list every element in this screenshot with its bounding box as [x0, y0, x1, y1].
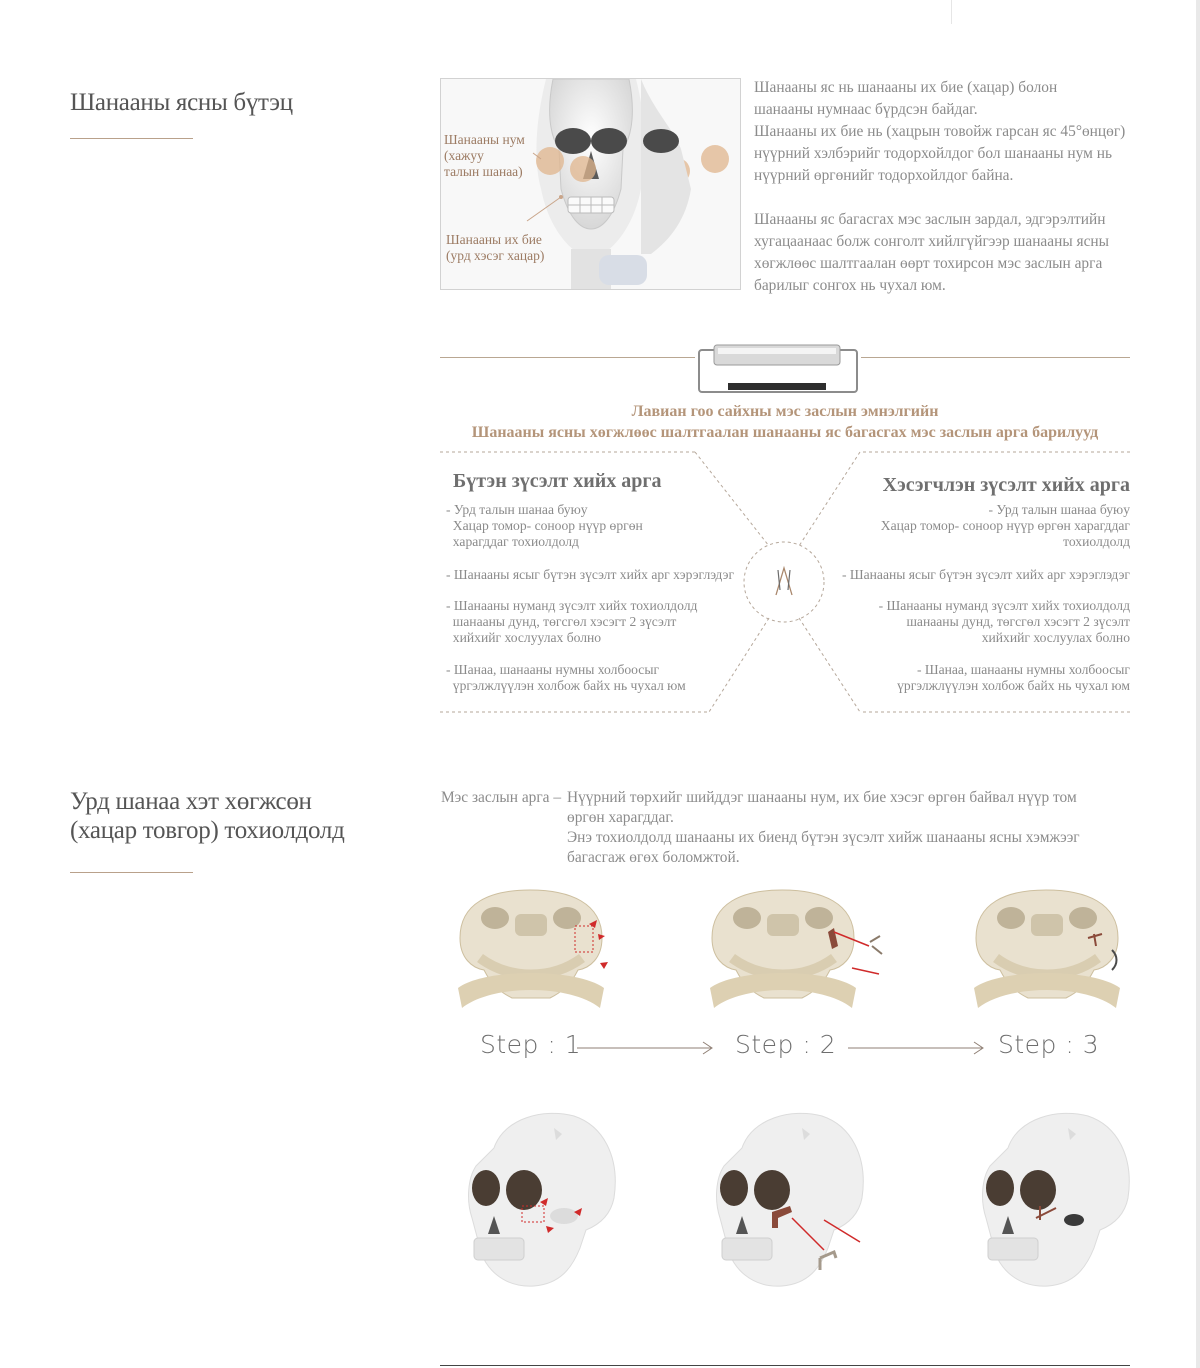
section-title-prominent-cheek: Урд шанаа хэт хөгжсөн (хацар товгор) тохиолдолд: [70, 788, 345, 844]
skull-side-step-2: [712, 1108, 868, 1292]
section-title-rule-2: [70, 872, 193, 873]
full-incision-heading: Бүтэн зүсэлт хийх арга: [453, 470, 662, 492]
banner-title-line2: Шанааны ясны хөгжлөөс шалтгаалан шанааны яс багасгах мэс заслын арга барилууд: [471, 424, 1099, 441]
full-incision-item-3: - Шанааны нуманд зүсэлт хийх тохиолдолд шанааны дунд, төгсгөл хэсэгт 2 зүсэлт хийхийг хослуулах болно: [446, 598, 698, 645]
full-incision-item-2: - Шанааны ясыг бүтэн зүсэлт хийх арг хэрэглэдэг: [446, 567, 735, 582]
surgery-method-label: Мэс заслын арга –: [441, 789, 562, 806]
arch-label: Шанааны нум (хажуу талын шанаа): [444, 132, 525, 179]
skull-side-step-1: [464, 1108, 620, 1292]
full-incision-item-1: - Урд талын шанаа буюу Хацар томор- соноор нүүр өргөн харагддаг тохиолдолд: [446, 502, 643, 549]
clip-badge-icon: [694, 343, 862, 397]
section-title-structure: Шанааны ясны бүтэц: [70, 89, 293, 116]
step-2-label: Step : 2: [735, 1030, 837, 1059]
structure-paragraph-2: Шанааны яс багасгах мэс заслын зардал, эдгэрэлтийн хугацаанаас болж сонголт хийлгүйгээр шанааны ясны хөгжлөөс шалтгаалан өөрт тохирсон мэс заслын арга барилыг сонгох нь чухал юм.: [754, 211, 1109, 294]
body-label: Шанааны их бие (урд хэсэг хацар): [446, 232, 545, 263]
full-incision-item-4: - Шанаа, шанааны нумны холбоосыг үргэлжлүүлэн холбож байх нь чухал юм: [446, 662, 686, 693]
surgery-method-description: Нүүрний төрхийг шийддэг шанааны нум, их бие хэсэг өргөн байвал нүүр том өргөн харагддаг. Энэ тохиолдолд шанааны их биенд бүтэн зүсэлт хийж шанааны ясны хэмжээг багасгаж өгөх боломжтой.: [567, 789, 1080, 866]
partial-incision-item-2: - Шанааны ясыг бүтэн зүсэлт хийх арг хэрэглэдэг: [841, 567, 1130, 582]
partial-incision-item-4: - Шанаа, шанааны нумны холбоосыг үргэлжлүүлэн холбож байх нь чухал юм: [897, 662, 1130, 693]
banner-title-line1: Лавиан гоо сайхны мэс заслын эмнэлгийн: [631, 403, 939, 420]
page-scrollbar[interactable]: [1196, 0, 1200, 1368]
step-arrow-2: [846, 1040, 986, 1056]
zygomatic-arch-marker-left: [536, 147, 564, 175]
skull-structure-figure: [440, 78, 741, 290]
step-arrow-1: [575, 1040, 715, 1056]
zygomatic-arch-marker-right: [701, 145, 729, 173]
zygomatic-body-marker-left: [570, 156, 596, 182]
bottom-rule: [440, 1365, 1130, 1366]
partial-incision-heading: Хэсэгчлэн зүсэлт хийх арга: [882, 474, 1130, 496]
partial-incision-item-3: - Шанааны нуманд зүсэлт хийх тохиолдолд шанааны дунд, төгсгөл хэсэгт 2 зүсэлт хийхийг хослуулах болно: [878, 598, 1130, 645]
section-title-rule: [70, 138, 193, 139]
step-1-label: Step : 1: [480, 1030, 582, 1059]
partial-incision-item-1: - Урд талын шанаа буюу Хацар томор- соноор нүүр өргөн харагддаг тохиолдолд: [880, 502, 1130, 549]
step-3-label: Step : 3: [998, 1030, 1100, 1059]
structure-paragraph-1: Шанааны яс нь шанааны их бие (хацар) болон шанааны нумнаас бүрдсэн байдаг. Шанааны их бие нь (хацрын товойж гарсан яс 45°өнцөг) нүүрний хэлбэрийг тодорхойлдог бол шанааны нум нь нүүрний өргөнийг тодорхойлдог байна.: [754, 79, 1126, 184]
vs-logo-icon: [776, 568, 792, 595]
skull-side-step-3: [978, 1108, 1134, 1292]
skull-bottom-step-3: [970, 888, 1132, 1014]
skull-bottom-step-2: [704, 888, 889, 1014]
skull-bottom-step-1: [450, 888, 612, 1014]
top-divider: [951, 0, 952, 24]
